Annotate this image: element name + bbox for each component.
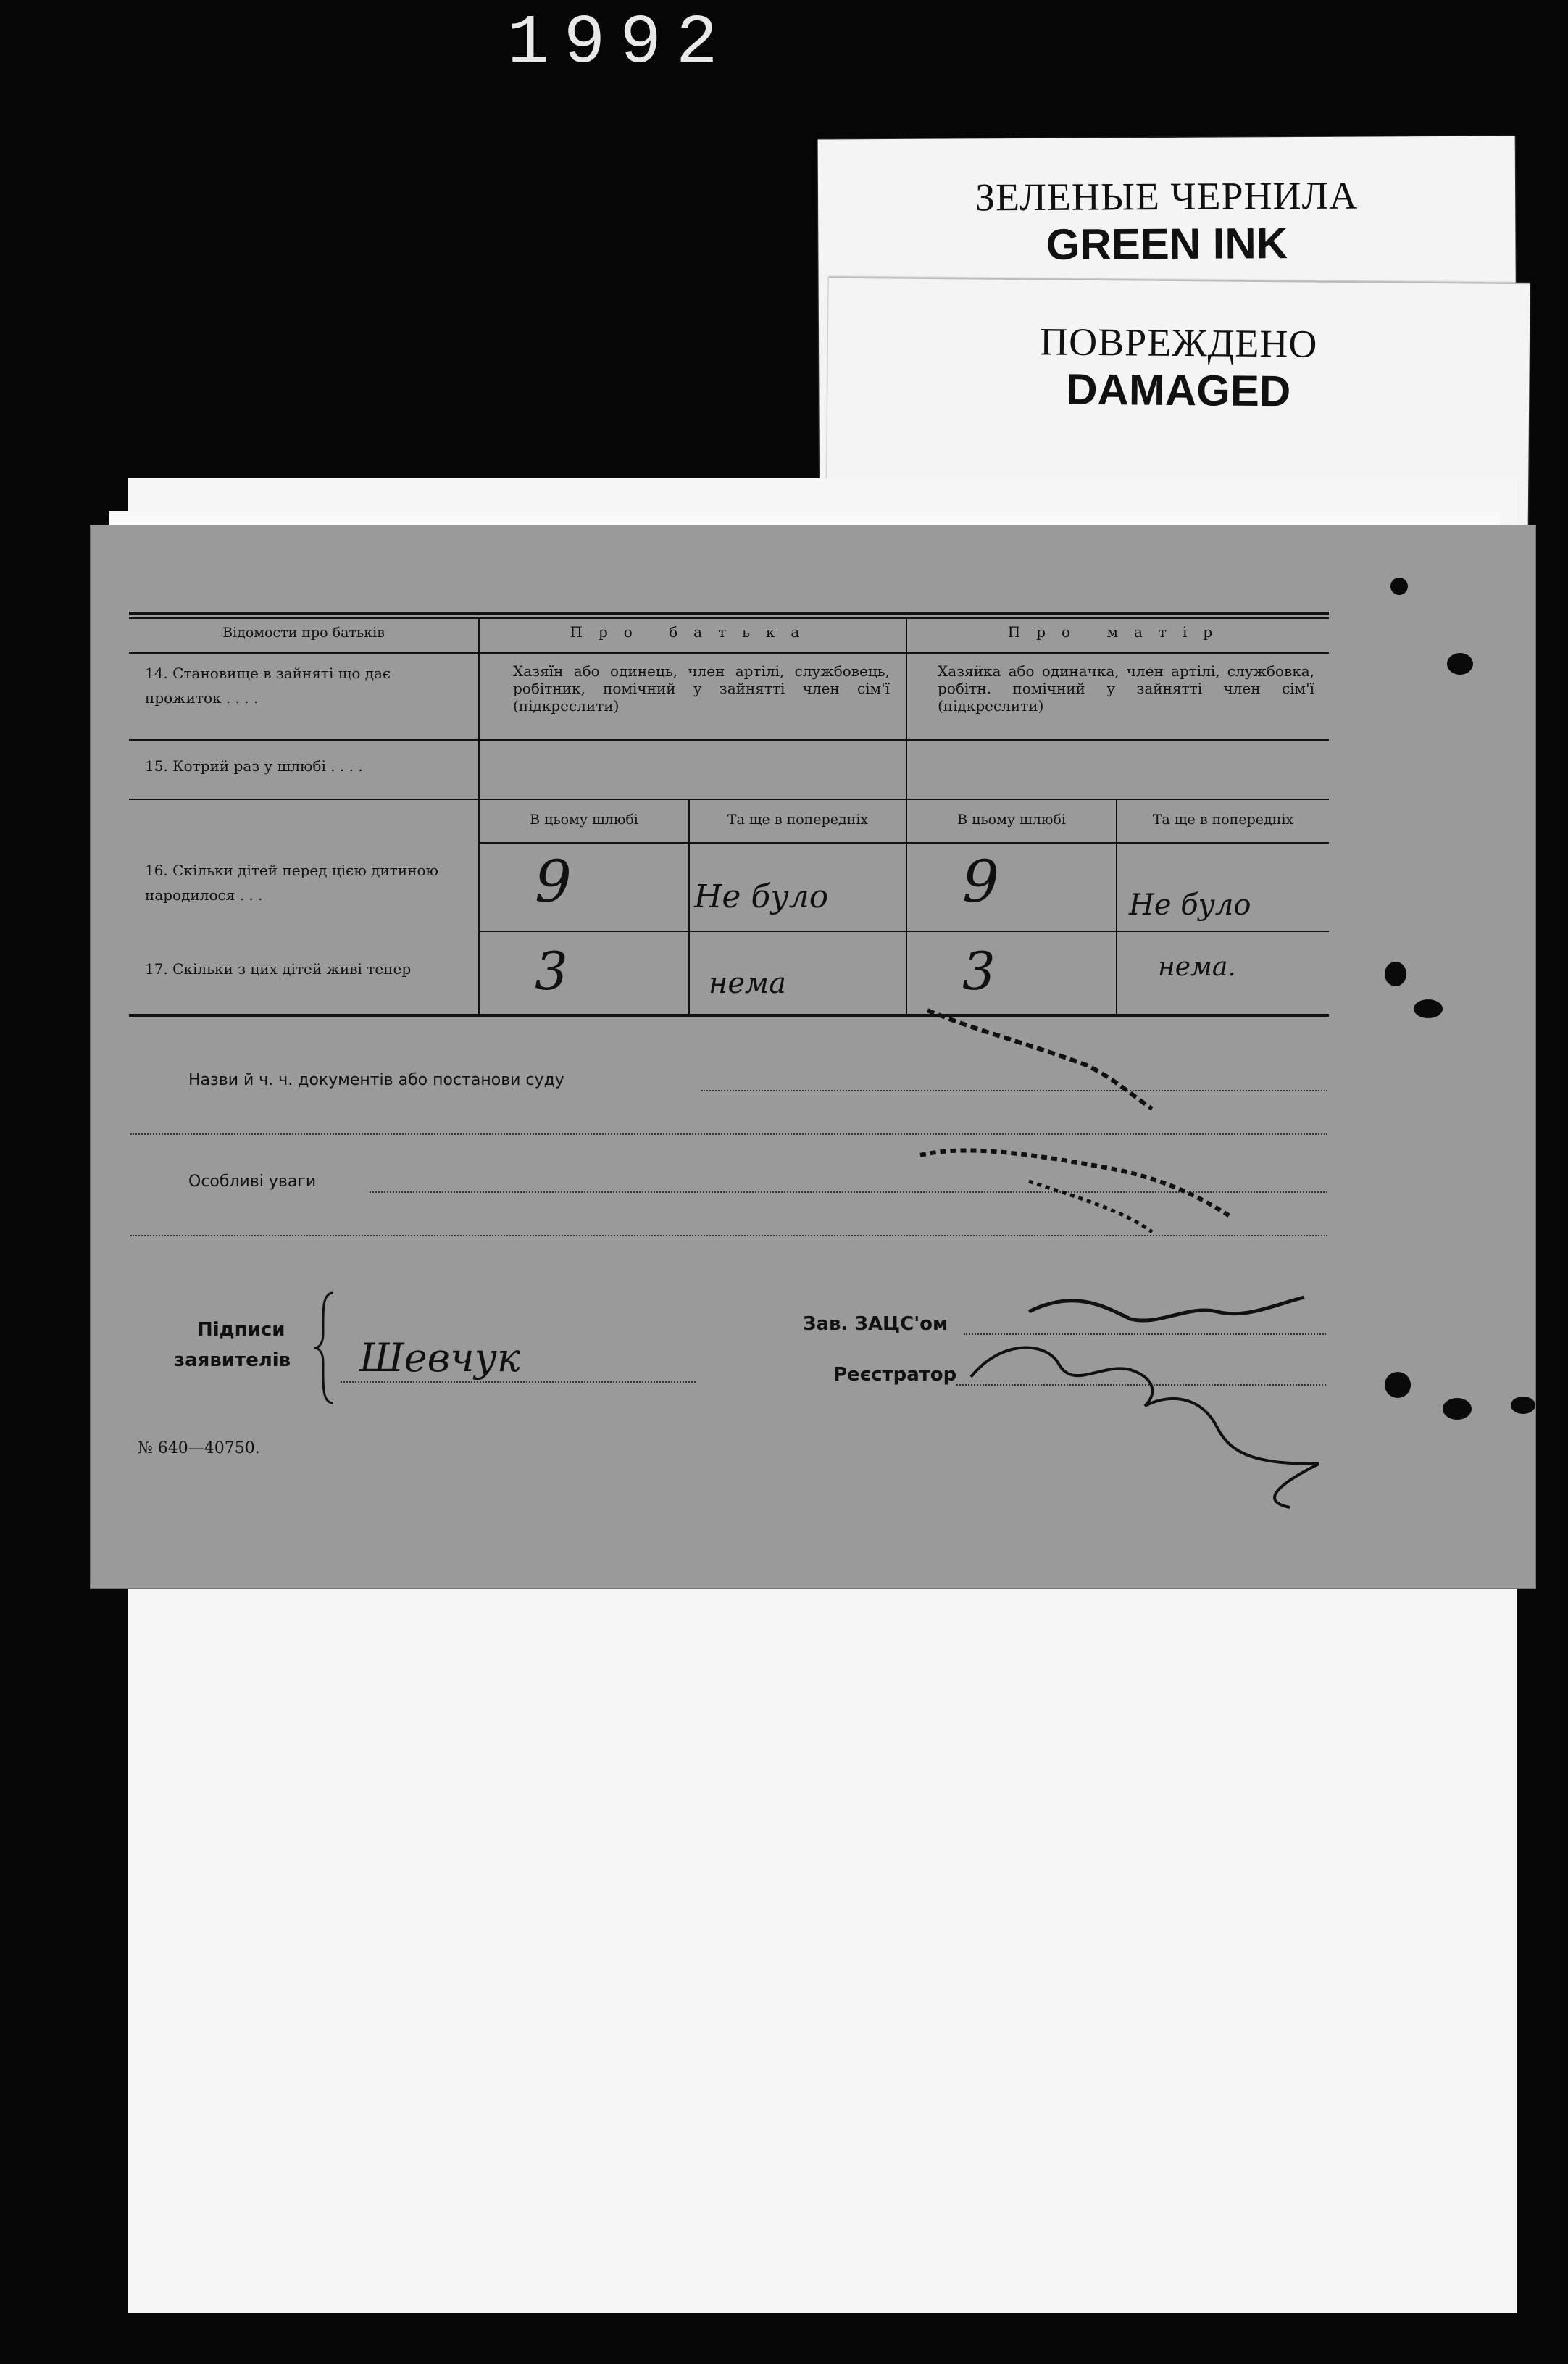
signatures-label: Підписи: [197, 1319, 285, 1341]
applicants-label: заявителів: [174, 1349, 291, 1371]
row16-father-this: 9: [535, 848, 572, 915]
form-number: № 640—40750.: [138, 1439, 260, 1457]
father-previous-header: Та ще в попередніх: [727, 812, 869, 828]
row17-father-this: 3: [535, 941, 568, 1002]
binding-hole: [1414, 999, 1443, 1018]
signature-line: [341, 1381, 696, 1383]
damaged-label-en: DAMAGED: [1065, 365, 1291, 416]
row17-label: 17. Скільки з цих дітей живі тепер: [145, 960, 412, 978]
mother-previous-header: Та ще в попередніх: [1152, 812, 1294, 828]
binding-hole: [1385, 1372, 1411, 1398]
damaged-label-ru: ПОВРЕЖДЕНО: [1039, 320, 1318, 366]
green-ink-label-ru: ЗЕЛЕНЫЕ ЧЕРНИЛА: [975, 173, 1359, 220]
binding-hole: [1511, 1397, 1535, 1414]
row17-mother-prev: нема.: [1158, 952, 1236, 982]
row17-father-prev: нема: [709, 967, 787, 1000]
row15-label: 15. Котрий раз у шлюбі . . . .: [145, 757, 363, 775]
row14-father-options: Хазяїн або одинець, член артілі, службовець, робітник, помічний у зайнятті член сім'ї (підкреслити): [513, 662, 890, 715]
row17-mother-this: 3: [962, 941, 996, 1002]
applicant-signature: Шевчук: [359, 1335, 521, 1381]
mother-this-marriage-header: В цьому шлюбі: [957, 812, 1066, 828]
row16-father-prev: Не було: [694, 878, 829, 915]
green-ink-label-en: GREEN INK: [1046, 219, 1288, 269]
binding-hole: [1385, 962, 1406, 986]
parents-info-table: [129, 612, 1329, 1017]
header-parents-info: Відомости про батьків: [222, 625, 385, 641]
row14-label: 14. Становище в зайняті що дає прожиток . . . .: [145, 665, 391, 707]
row16-mother-this: 9: [962, 848, 999, 915]
binding-hole: [1443, 1398, 1472, 1420]
archive-page-number: 1992: [507, 4, 733, 83]
registrar-label: Реєстратор: [833, 1364, 957, 1386]
binding-hole: [1447, 653, 1473, 675]
header-father: Про батька: [570, 623, 816, 641]
brace-icon: [312, 1290, 341, 1406]
documents-label: Назви й ч. ч. документів або постанови суду: [188, 1071, 564, 1089]
notes-label: Особливі уваги: [188, 1173, 317, 1191]
binding-hole: [1390, 578, 1408, 595]
stamp-and-signatures: [913, 1000, 1319, 1522]
head-zags-label: Зав. ЗАЦС'ом: [803, 1313, 948, 1335]
row16-label: 16. Скільки дітей перед цією дитиною народилося . . .: [145, 862, 438, 904]
row16-mother-prev: Не було: [1129, 888, 1251, 922]
row14-mother-options: Хазяйка або одиначка, член артілі, службовка, робітн. помічний у зайнятті член сім'ї (підкреслити): [938, 662, 1314, 715]
father-this-marriage-header: В цьому шлюбі: [530, 812, 638, 828]
header-mother: Про матір: [1007, 623, 1229, 641]
